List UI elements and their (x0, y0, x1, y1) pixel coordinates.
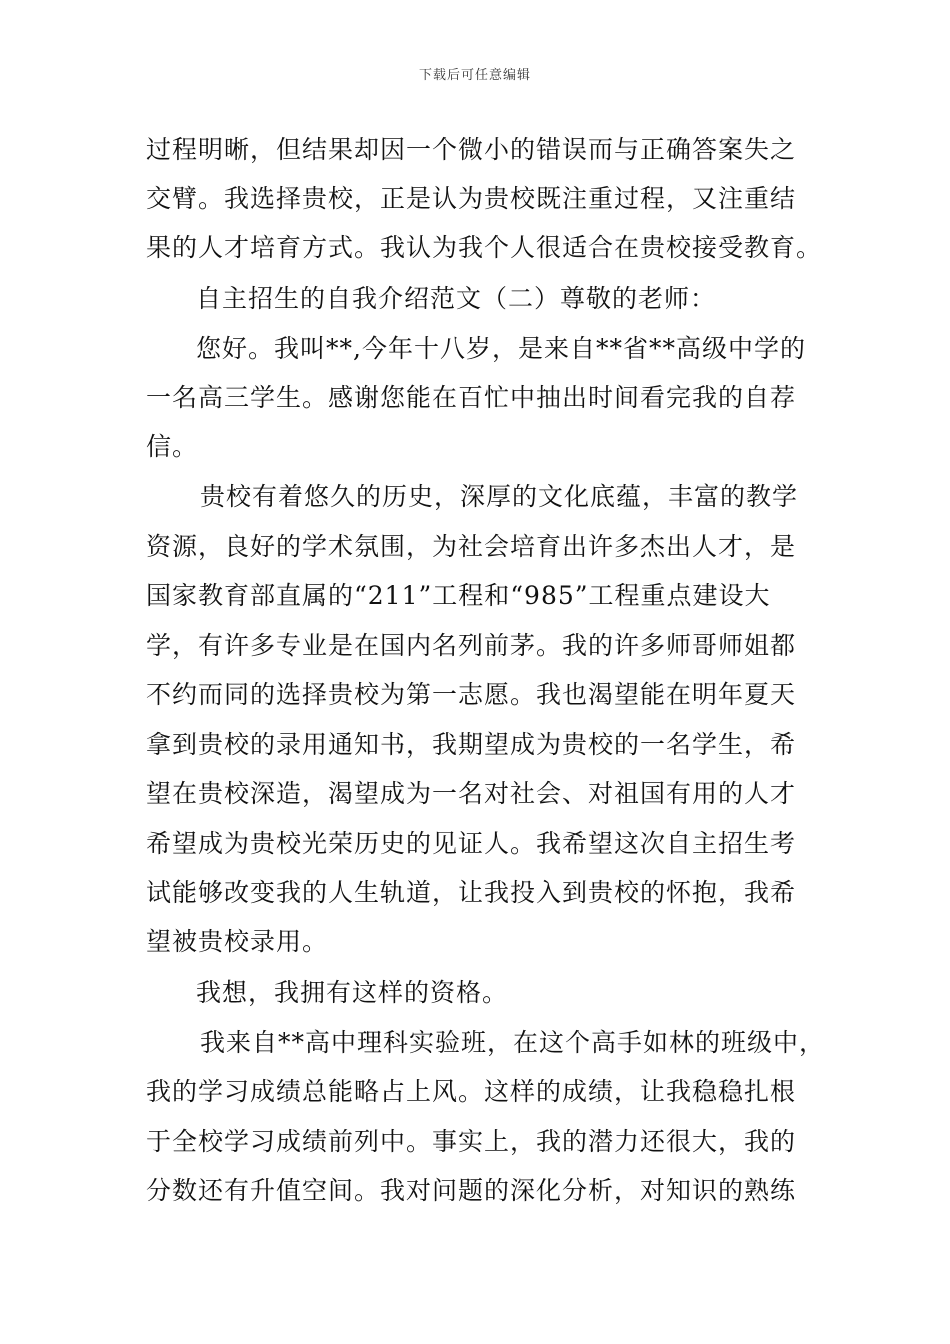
body-line: 资源，良好的学术氛围，为社会培育出许多杰出人才，是 (146, 532, 797, 561)
body-line: 果的人才培育方式。我认为我个人很适合在贵校接受教育。 (146, 233, 823, 262)
body-line: 分数还有升值空间。我对问题的深化分析，对知识的熟练 (146, 1176, 797, 1205)
body-line: 一名高三学生。感谢您能在百忙中抽出时间看完我的自荐 (146, 383, 797, 412)
body-line: 不约而同的选择贵校为第一志愿。我也渴望能在明年夏天 (146, 680, 797, 709)
body-line: 拿到贵校的录用通知书，我期望成为贵校的一名学生，希 (146, 730, 797, 759)
body-line: 交臂。我选择贵校，正是认为贵校既注重过程，又注重结 (146, 184, 797, 213)
body-line: 望被贵校录用。 (146, 927, 329, 956)
body-line: 我的学习成绩总能略占上风。这样的成绩，让我稳稳扎根 (146, 1077, 797, 1106)
body-line: 我来自**高中理科实验班，在这个高手如林的班级中， (200, 1028, 826, 1057)
body-line: 贵校有着悠久的历史，深厚的文化底蕴，丰富的教学 (200, 482, 799, 511)
section-heading-line: 自主招生的自我介绍范文（二）尊敬的老师： (196, 284, 717, 313)
body-line: 试能够改变我的人生轨道，让我投入到贵校的怀抱，我希 (146, 878, 797, 907)
body-line: 您好。我叫**,今年十八岁，是来自**省**高级中学的 (196, 334, 806, 363)
body-line: 我想，我拥有这样的资格。 (196, 978, 509, 1007)
body-line: 国家教育部直属的“211”工程和“985”工程重点建设大 (146, 581, 771, 610)
body-line: 望在贵校深造，渴望成为一名对社会、对祖国有用的人才 (146, 779, 797, 808)
body-line: 信。 (146, 432, 199, 461)
page-header: 下载后可任意编辑 (418, 68, 531, 83)
body-line: 于全校学习成绩前列中。事实上，我的潜力还很大，我的 (146, 1127, 797, 1156)
body-line: 过程明晰，但结果却因一个微小的错误而与正确答案失之 (146, 135, 797, 164)
body-line: 学，有许多专业是在国内名列前茅。我的许多师哥师姐都 (146, 631, 797, 660)
body-line: 希望成为贵校光荣历史的见证人。我希望这次自主招生考 (146, 829, 797, 858)
